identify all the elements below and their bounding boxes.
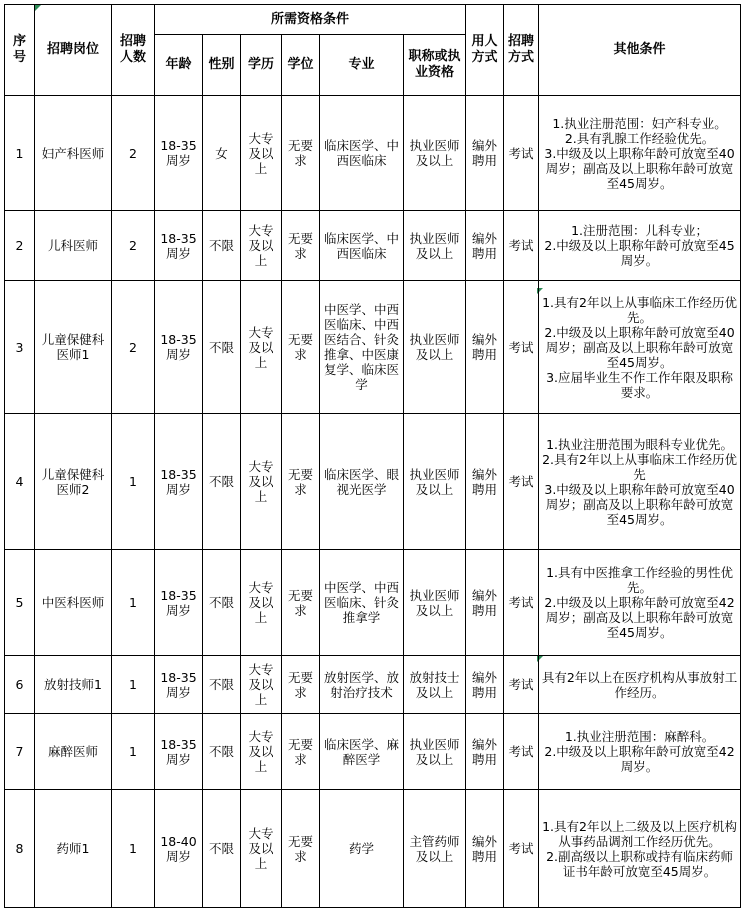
count-cell: 1: [112, 656, 155, 714]
major-cell: 临床医学、中西医临床: [320, 211, 404, 281]
degree-cell: 无要求: [282, 550, 320, 656]
condition-line: 3.应届毕业生不作工作年限及职称要求。: [546, 369, 734, 400]
gender-cell: 不限: [203, 790, 241, 908]
method-cell: 考试: [504, 211, 539, 281]
education-cell: 大专及以上: [241, 550, 282, 656]
condition-line: 2.中级及以上职称年龄可放宽至42周岁。: [544, 744, 735, 774]
method-cell: 考试: [504, 414, 539, 550]
employment-cell: 编外聘用: [466, 714, 504, 790]
header-gender: 性别: [203, 35, 241, 96]
age-cell: 18-35周岁: [155, 211, 203, 281]
condition-line: 2.中级及以上职称年龄可放宽至40周岁；副高及以上职称年龄可放宽至45周岁。: [544, 324, 735, 370]
degree-cell: 无要求: [282, 211, 320, 281]
method-cell: 考试: [504, 96, 539, 211]
method-cell: 考试: [504, 656, 539, 714]
employment-cell: 编外聘用: [466, 211, 504, 281]
gender-cell: 不限: [203, 281, 241, 414]
employment-cell: 编外聘用: [466, 550, 504, 656]
employment-cell: 编外聘用: [466, 414, 504, 550]
header-position: 招聘岗位: [35, 5, 112, 96]
other-conditions-cell: [539, 550, 741, 656]
count-cell: 2: [112, 211, 155, 281]
other-conditions-cell: [539, 96, 741, 211]
title-cell: 执业医师及以上: [404, 714, 466, 790]
gender-cell: 女: [203, 96, 241, 211]
header-age: 年龄: [155, 35, 203, 96]
header-seq: 序号: [5, 5, 35, 96]
degree-cell: 无要求: [282, 96, 320, 211]
table-row: [5, 281, 741, 414]
position-cell: 药师1: [35, 790, 112, 908]
education-cell: 大专及以上: [241, 714, 282, 790]
header-qualification-group: 所需资格条件: [155, 5, 466, 35]
table-body: [5, 96, 741, 908]
method-cell: 考试: [504, 790, 539, 908]
age-cell: 18-35周岁: [155, 281, 203, 414]
header-count: 招聘人数: [112, 5, 155, 96]
position-cell: 中医科医师: [35, 550, 112, 656]
major-cell: 中医学、中西医临床、中西医结合、针灸推拿、中医康复学、临床医学: [320, 281, 404, 414]
position-cell: 放射技师1: [35, 656, 112, 714]
condition-line: 1.具有2年以上从事临床工作经历优先。: [542, 294, 737, 325]
gender-cell: 不限: [203, 714, 241, 790]
major-cell: 药学: [320, 790, 404, 908]
method-cell: 考试: [504, 281, 539, 414]
age-cell: 18-35周岁: [155, 414, 203, 550]
condition-line: 1.执业注册范围为眼科专业优先。: [546, 436, 734, 452]
major-cell: 临床医学、中西医临床: [320, 96, 404, 211]
header-major: 专业: [320, 35, 404, 96]
gender-cell: 不限: [203, 550, 241, 656]
method-cell: 考试: [504, 550, 539, 656]
education-cell: 大专及以上: [241, 211, 282, 281]
table-row: [5, 211, 741, 281]
seq-cell: 1: [5, 96, 35, 211]
other-conditions-cell: [539, 790, 741, 908]
seq-cell: 5: [5, 550, 35, 656]
degree-cell: 无要求: [282, 281, 320, 414]
table-row: [5, 96, 741, 211]
major-cell: 放射医学、放射治疗技术: [320, 656, 404, 714]
title-cell: 执业医师及以上: [404, 550, 466, 656]
condition-line: 1.执业注册范围：麻醉科。: [564, 729, 715, 744]
employment-cell: 编外聘用: [466, 281, 504, 414]
header-employment: 用人方式: [466, 5, 504, 96]
major-cell: 中医学、中西医临床、针灸推拿学: [320, 550, 404, 656]
title-cell: 执业医师及以上: [404, 281, 466, 414]
position-cell: 儿童保健科医师1: [35, 281, 112, 414]
position-cell: 儿童保健科医师2: [35, 414, 112, 550]
count-cell: 1: [112, 714, 155, 790]
seq-cell: 7: [5, 714, 35, 790]
table-row: [5, 550, 741, 656]
count-cell: 2: [112, 96, 155, 211]
gender-cell: 不限: [203, 414, 241, 550]
age-cell: 18-35周岁: [155, 656, 203, 714]
header-other: 其他条件: [539, 5, 741, 96]
condition-line: 3.中级及以上职称年龄可放宽至40周岁；副高及以上职称年龄可放宽至45周岁。: [544, 145, 735, 191]
seq-cell: 6: [5, 656, 35, 714]
count-cell: 1: [112, 414, 155, 550]
title-cell: 执业医师及以上: [404, 414, 466, 550]
age-cell: 18-35周岁: [155, 714, 203, 790]
employment-cell: 编外聘用: [466, 656, 504, 714]
condition-line: 1.注册范围：儿科专业；: [571, 223, 709, 238]
degree-cell: 无要求: [282, 414, 320, 550]
header-education: 学历: [241, 35, 282, 96]
title-cell: 主管药师及以上: [404, 790, 466, 908]
other-conditions-cell: [539, 211, 741, 281]
employment-cell: 编外聘用: [466, 790, 504, 908]
method-cell: 考试: [504, 714, 539, 790]
age-cell: 18-35周岁: [155, 550, 203, 656]
condition-line: 1.具有2年以上二级及以上医疗机构从事药品调剂工作经历优先。: [542, 818, 737, 849]
table-row: [5, 656, 741, 714]
employment-cell: 编外聘用: [466, 96, 504, 211]
major-cell: 临床医学、眼视光医学: [320, 414, 404, 550]
education-cell: 大专及以上: [241, 281, 282, 414]
header-method: 招聘方式: [504, 5, 539, 96]
position-cell: 妇产科医师: [35, 96, 112, 211]
other-conditions-cell: [539, 281, 741, 414]
other-conditions-cell: [539, 714, 741, 790]
degree-cell: 无要求: [282, 656, 320, 714]
condition-line: 1.执业注册范围：妇产科专业。: [552, 115, 727, 131]
seq-cell: 4: [5, 414, 35, 550]
condition-line: 2.具有2年以上从事临床工作经历优先: [542, 451, 737, 482]
age-cell: 18-40周岁: [155, 790, 203, 908]
header-degree: 学位: [282, 35, 320, 96]
major-cell: 临床医学、麻醉医学: [320, 714, 404, 790]
position-cell: 麻醉医师: [35, 714, 112, 790]
count-cell: 1: [112, 550, 155, 656]
seq-cell: 2: [5, 211, 35, 281]
gender-cell: 不限: [203, 211, 241, 281]
condition-line: 1.具有中医推拿工作经验的男性优先。: [546, 565, 734, 595]
count-cell: 2: [112, 281, 155, 414]
condition-line: 2.中级及以上职称年龄可放宽至45周岁。: [544, 238, 735, 268]
gender-cell: 不限: [203, 656, 241, 714]
other-conditions-cell: [539, 414, 741, 550]
title-cell: 执业医师及以上: [404, 96, 466, 211]
education-cell: 大专及以上: [241, 414, 282, 550]
title-cell: 执业医师及以上: [404, 211, 466, 281]
table-row: [5, 414, 741, 550]
header-title: 职称或执业资格: [404, 35, 466, 96]
degree-cell: 无要求: [282, 790, 320, 908]
other-conditions-cell: [539, 656, 741, 714]
condition-line: 2.副高级以上职称或持有临床药师证书年龄可放宽至45周岁。: [546, 848, 734, 879]
table-row: [5, 790, 741, 908]
education-cell: 大专及以上: [241, 656, 282, 714]
seq-cell: 3: [5, 281, 35, 414]
degree-cell: 无要求: [282, 714, 320, 790]
condition-line: 3.中级及以上职称年龄可放宽至40周岁；副高及以上职称年龄可放宽至45周岁。: [544, 481, 735, 527]
table-row: [5, 714, 741, 790]
condition-line: 具有2年以上在医疗机构从事放射工作经历。: [541, 669, 738, 700]
recruitment-table: [4, 4, 741, 908]
age-cell: 18-35周岁: [155, 96, 203, 211]
education-cell: 大专及以上: [241, 790, 282, 908]
title-cell: 放射技士及以上: [404, 656, 466, 714]
count-cell: 1: [112, 790, 155, 908]
education-cell: 大专及以上: [241, 96, 282, 211]
condition-line: 2.具有乳腺工作经验优先。: [564, 130, 715, 146]
position-cell: 儿科医师: [35, 211, 112, 281]
seq-cell: 8: [5, 790, 35, 908]
condition-line: 2.中级及以上职称年龄可放宽至42周岁；副高及以上职称年龄可放宽至45周岁。: [544, 595, 735, 640]
